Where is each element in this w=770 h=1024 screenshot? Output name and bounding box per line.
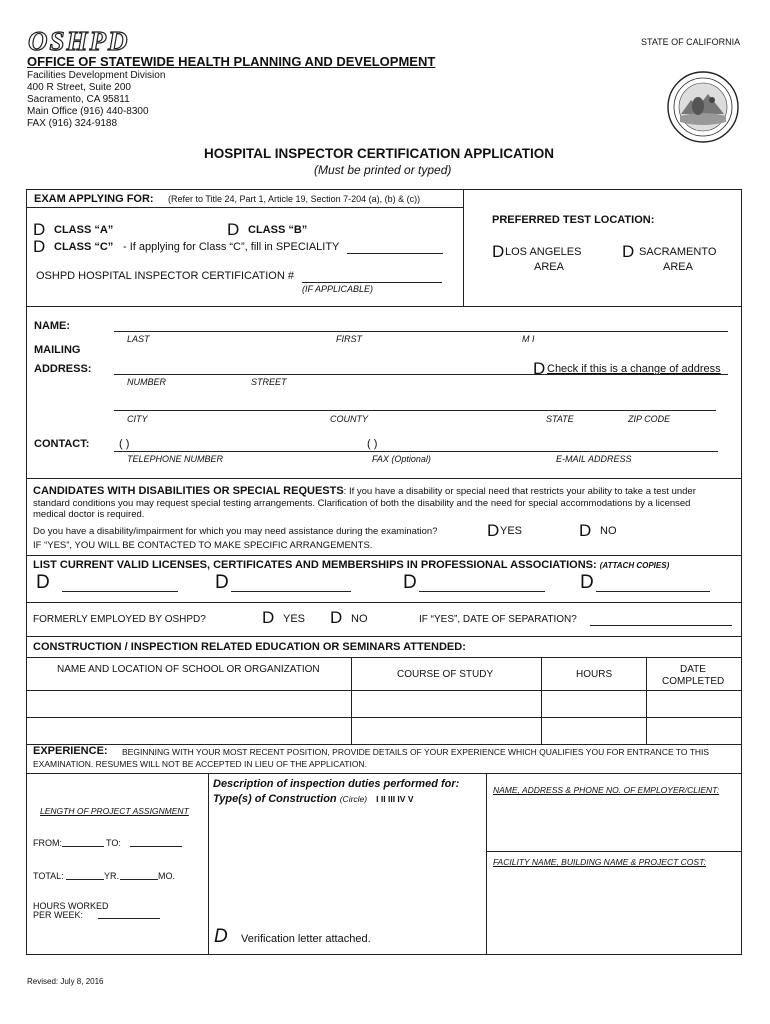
disability-yes-checkbox[interactable]: D [487,521,500,540]
disability-question: Do you have a disability/impairment for which you may need assistance during the examination? [33,526,438,537]
class-c-note: - If applying for Class “C”, fill in SPECIALITY [123,241,340,253]
address-line: 400 R Street, Suite 200 [27,82,131,93]
address-line: Facilities Development Division [27,70,166,81]
city-caption: CITY [127,414,148,424]
first-caption: FIRST [336,334,362,344]
former-yes-label: YES [283,613,306,625]
divider [486,851,742,852]
county-caption: COUNTY [330,414,368,424]
exam-label: EXAM APPLYING FOR: [34,193,154,205]
verification-label: Verification letter attached. [241,933,371,945]
total-label: TOTAL: [33,871,64,881]
experience-text: BEGINNING WITH YOUR MOST RECENT POSITION, PROVIDE DETAILS OF YOUR EXPERIENCE WHICH QUALIFIES YOU FOR ENTRANCE TO THIS [122,747,710,757]
disabilities-line1 [33,485,696,497]
class-c-label: CLASS “C” [54,241,114,253]
los-angeles-checkbox[interactable]: D [492,242,505,261]
contact-field[interactable] [114,451,718,452]
disabilities-text: medical doctor is required. [33,509,145,520]
disability-no-checkbox[interactable]: D [579,521,592,540]
number-caption: NUMBER [127,377,167,387]
exam-reference: (Refer to Title 24, Part 1, Article 19, Section 7-204 (a), (b) & (c)) [168,194,421,204]
licenses-heading [33,559,669,571]
cert-number-label: OSHPD HOSPITAL INSPECTOR CERTIFICATION # [36,270,294,282]
zip-caption: ZIP CODE [628,414,671,424]
address-line: Main Office (916) 440-8300 [27,106,149,117]
education-row-2-school[interactable] [27,718,350,744]
total-years-field[interactable] [66,879,104,880]
change-address-label: Check if this is a change of address [547,363,721,375]
divider [646,657,647,745]
education-col-school: NAME AND LOCATION OF SCHOOL OR ORGANIZATION [57,664,320,675]
street-field[interactable] [114,374,728,375]
los-angeles-area: AREA [534,261,564,273]
cert-number-field[interactable] [302,282,442,283]
education-col-completed: COMPLETED [662,676,725,687]
office-name: OFFICE OF STATEWIDE HEALTH PLANNING AND DEVELOPMENT [27,54,436,69]
from-field[interactable] [62,846,104,847]
mo-label: MO. [158,871,175,881]
class-a-checkbox[interactable]: D [33,220,46,239]
construction-type-label [213,793,414,805]
license-3-field[interactable] [419,591,545,592]
speciality-field[interactable] [347,253,443,254]
address-label: ADDRESS: [34,363,92,375]
test-location-label: PREFERRED TEST LOCATION: [492,214,655,226]
fax-paren: ( ) [367,438,378,450]
state-caption: STATE [546,414,574,424]
circle-note: (Circle) [339,794,368,804]
divider [208,773,209,955]
city-field[interactable] [114,410,716,411]
revised-date: Revised: July 8, 2016 [27,977,104,986]
construction-type-text: Type(s) of Construction [213,793,337,805]
license-1-checkbox[interactable]: D [36,572,50,593]
form-subtitle: (Must be printed or typed) [314,163,452,177]
email-caption: E-MAIL ADDRESS [556,454,632,464]
mailing-label: MAILING [34,344,81,356]
education-col-hours: HOURS [576,669,613,680]
separation-label: IF “YES”, DATE OF SEPARATION? [419,614,577,625]
address-line: FAX (916) 324-9188 [27,118,118,129]
education-col-course: COURSE OF STUDY [397,669,494,680]
description-label: Description of inspection duties performed for: [213,778,460,790]
if-applicable: (IF APPLICABLE) [302,284,374,294]
attach-copies-note: (ATTACH COPIES) [599,561,670,570]
disabilities-text: : If you have a disability or special need that restricts your ability to take a test under [343,486,696,497]
telephone-caption: TELEPHONE NUMBER [127,454,224,464]
divider [541,657,542,745]
separation-date-field[interactable] [590,625,732,626]
license-4-field[interactable] [596,591,710,592]
education-row-1-school[interactable] [27,691,350,716]
from-label: FROM: [33,838,62,848]
divider [463,189,464,307]
name-field[interactable] [114,331,728,332]
experience-label: EXPERIENCE: [33,745,108,757]
divider [26,207,463,208]
to-field[interactable] [130,846,182,847]
change-address-checkbox[interactable]: D [533,359,546,378]
license-4-checkbox[interactable]: D [580,572,594,593]
to-label: TO: [106,838,121,848]
construction-type-options[interactable]: I II III IV V [376,794,414,804]
experience-section [26,745,742,955]
education-heading: CONSTRUCTION / INSPECTION RELATED EDUCATION OR SEMINARS ATTENDED: [33,641,466,653]
state-label: STATE OF CALIFORNIA [641,37,741,47]
former-yes-checkbox[interactable]: D [262,608,275,627]
hours-field[interactable] [98,918,160,919]
former-no-label: NO [351,613,368,625]
contact-label: CONTACT: [34,438,90,450]
sacramento-checkbox[interactable]: D [622,242,635,261]
divider [351,657,352,745]
education-col-date: DATE [680,664,706,675]
street-caption: STREET [251,377,287,387]
los-angeles-label: LOS ANGELES [505,246,582,258]
mi-caption: M I [522,334,535,344]
length-label: LENGTH OF PROJECT ASSIGNMENT [40,806,189,816]
license-2-checkbox[interactable]: D [215,572,229,593]
license-1-field[interactable] [62,591,178,592]
verification-checkbox[interactable]: D [214,926,228,947]
disability-no-label: NO [600,525,617,537]
divider [26,657,742,658]
sacramento-label: SACRAMENTO [639,246,717,258]
sacramento-area: AREA [663,261,693,273]
phone-paren: ( ) [119,438,130,450]
disabilities-text: standard conditions you may request special testing arrangements. Clarification of both the disability and the need for special accommodations by a licensed [33,498,691,509]
disabilities-heading: CANDIDATES WITH DISABILITIES OR SPECIAL REQUESTS [33,485,344,497]
hours-label: PER WEEK: [33,910,84,920]
divider [26,773,742,774]
divider [486,773,487,955]
former-label: FORMERLY EMPLOYED BY OSHPD? [33,614,206,625]
license-3-checkbox[interactable]: D [403,572,417,593]
fax-caption: FAX (Optional) [372,454,431,464]
yr-label: YR. [104,871,120,881]
class-b-label: CLASS “B” [248,224,308,236]
licenses-heading-text: LIST CURRENT VALID LICENSES, CERTIFICATES AND MEMBERSHIPS IN PROFESSIONAL ASSOCIATIONS: [33,559,597,571]
former-no-checkbox[interactable]: D [330,608,343,627]
employer-label: NAME, ADDRESS & PHONE NO. OF EMPLOYER/CLIENT: [493,785,720,795]
facility-label: FACILITY NAME, BUILDING NAME & PROJECT COST: [493,857,707,867]
total-months-field[interactable] [120,879,158,880]
state-seal-icon [666,70,740,144]
license-2-field[interactable] [231,591,351,592]
disability-note: IF “YES”, YOU WILL BE CONTACTED TO MAKE SPECIFIC ARRANGEMENTS. [33,540,373,551]
class-a-label: CLASS “A” [54,224,114,236]
address-line: Sacramento, CA 95811 [27,94,130,105]
disability-yes-label: YES [500,525,523,537]
hours-label: HOURS WORKED [33,901,109,911]
last-caption: LAST [127,334,150,344]
class-b-checkbox[interactable]: D [227,220,240,239]
name-label: NAME: [34,320,71,332]
oshpd-logo: OSHPD [28,26,130,56]
class-c-checkbox[interactable]: D [33,237,46,256]
form-title: HOSPITAL INSPECTOR CERTIFICATION APPLICATION [204,146,555,161]
experience-text: EXAMINATION. RESUMES WILL NOT BE ACCEPTED IN LIEU OF THE APPLICATION. [33,759,367,769]
